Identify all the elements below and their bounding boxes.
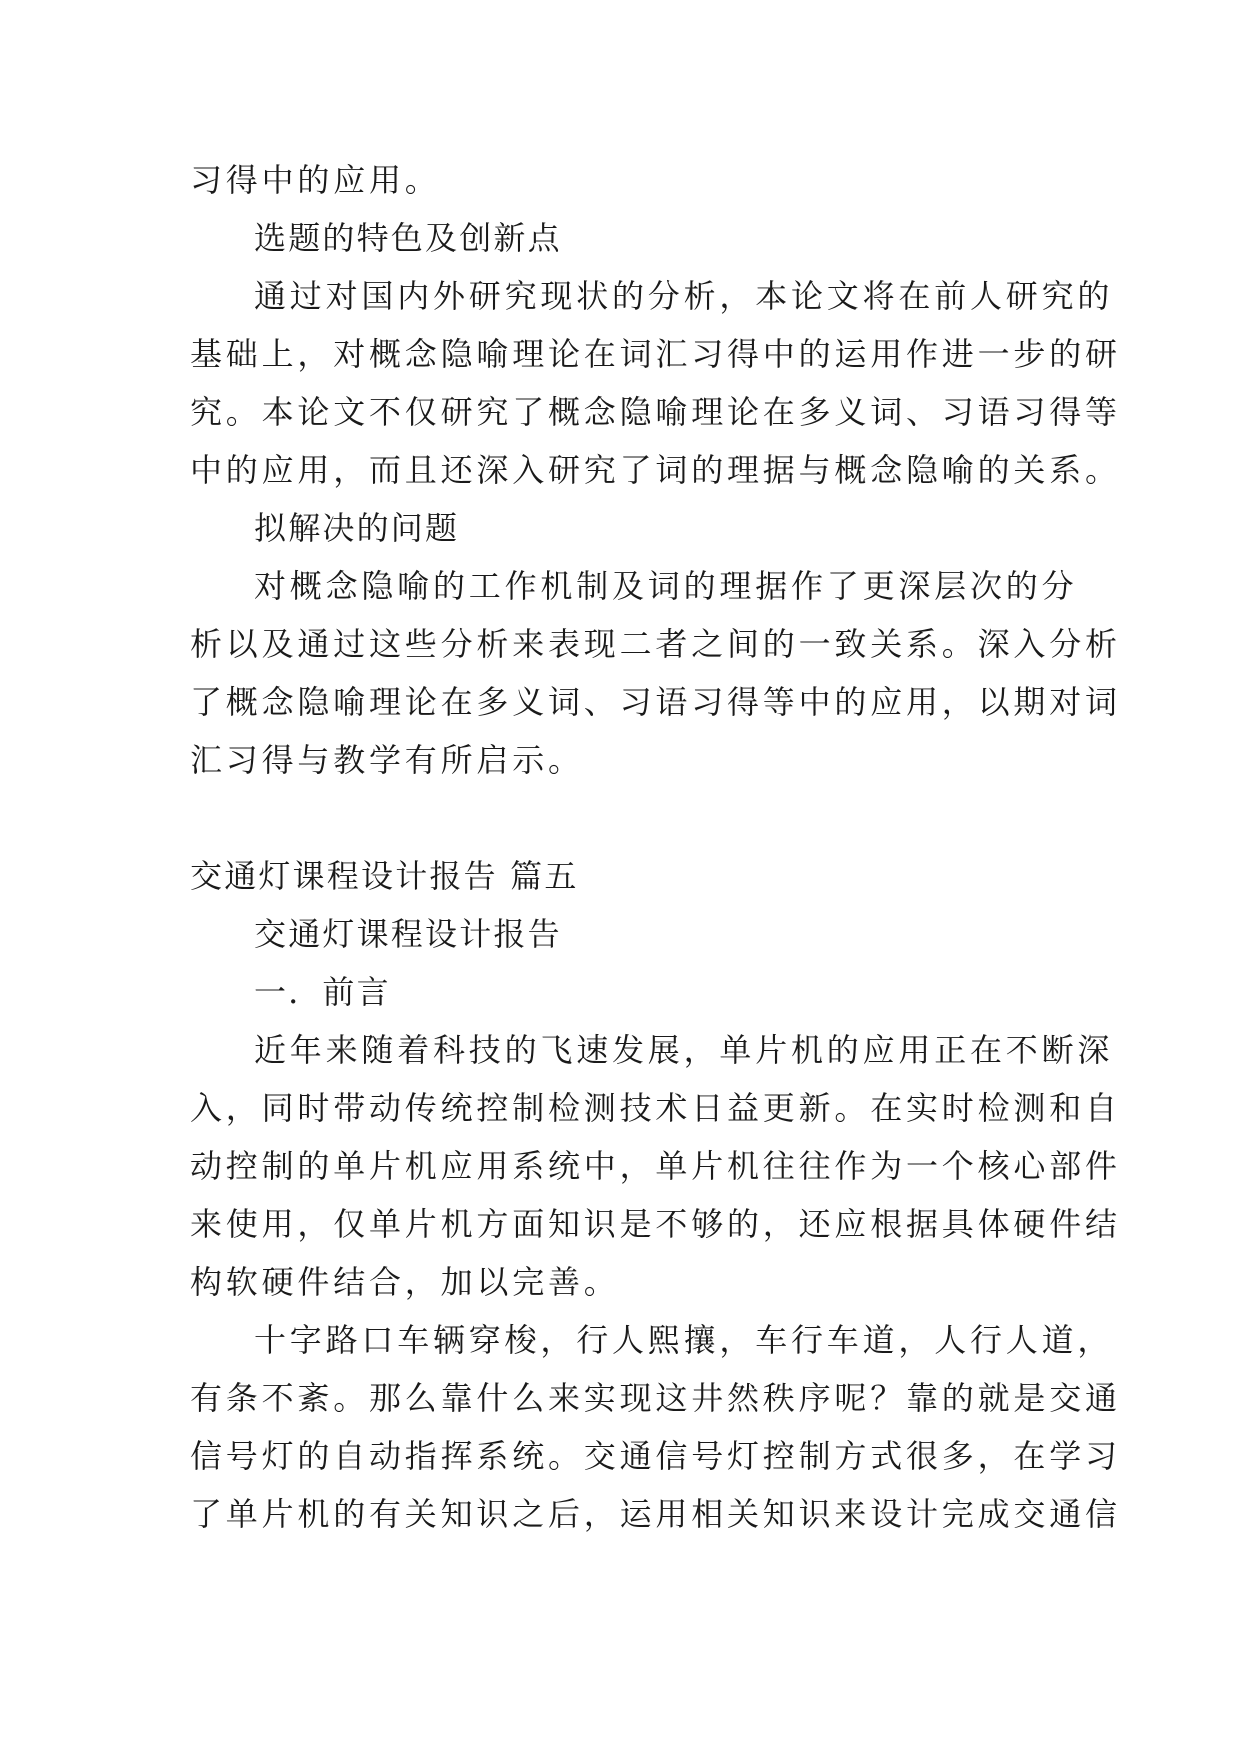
preface-para-line: 来使用，仅单片机方面知识是不够的，还应根据具体硬件结 [190,1205,1121,1243]
features-para-line: 中的应用，而且还深入研究了词的理据与概念隐喻的关系。 [190,451,1121,489]
preface-para-line: 近年来随着科技的飞速发展，单片机的应用正在不断深 [254,1031,1114,1069]
crossroad-para-line: 信号灯的自动指挥系统。交通信号灯控制方式很多，在学习 [190,1437,1121,1475]
crossroad-para-line: 十字路口车辆穿梭，行人熙攘，车行车道，人行人道， [254,1321,1114,1359]
features-para-line: 通过对国内外研究现状的分析，本论文将在前人研究的 [254,277,1114,315]
problems-para-line: 汇习得与教学有所启示。 [190,741,584,779]
features-para-line: 究。本论文不仅研究了概念隐喻理论在多义词、习语习得等 [190,393,1121,431]
crossroad-para-line: 有条不紊。那么靠什么来实现这井然秩序呢？靠的就是交通 [190,1379,1121,1417]
features-para-line: 基础上，对概念隐喻理论在词汇习得中的运用作进一步的研 [190,335,1121,373]
preface-para-line: 构软硬件结合，加以完善。 [190,1263,620,1301]
crossroad-para-line: 了单片机的有关知识之后，运用相关知识来设计完成交通信 [190,1495,1121,1533]
preface-para-line: 动控制的单片机应用系统中，单片机往往作为一个核心部件 [190,1147,1121,1185]
paragraph-continuation: 习得中的应用。 [190,161,441,199]
section-subtitle: 交通灯课程设计报告 [254,915,562,953]
features-heading: 选题的特色及创新点 [254,219,562,257]
problems-para-line: 了概念隐喻理论在多义词、习语习得等中的应用，以期对词 [190,683,1121,721]
preface-para-line: 入，同时带动传统控制检测技术日益更新。在实时检测和自 [190,1089,1121,1127]
problems-heading: 拟解决的问题 [254,509,460,547]
problems-para-line: 对概念隐喻的工作机制及词的理据作了更深层次的分 [254,567,1078,605]
section-title: 交通灯课程设计报告 篇五 [190,857,579,895]
problems-para-line: 析以及通过这些分析来表现二者之间的一致关系。深入分析 [190,625,1121,663]
preface-heading: 一．前言 [254,973,391,1011]
